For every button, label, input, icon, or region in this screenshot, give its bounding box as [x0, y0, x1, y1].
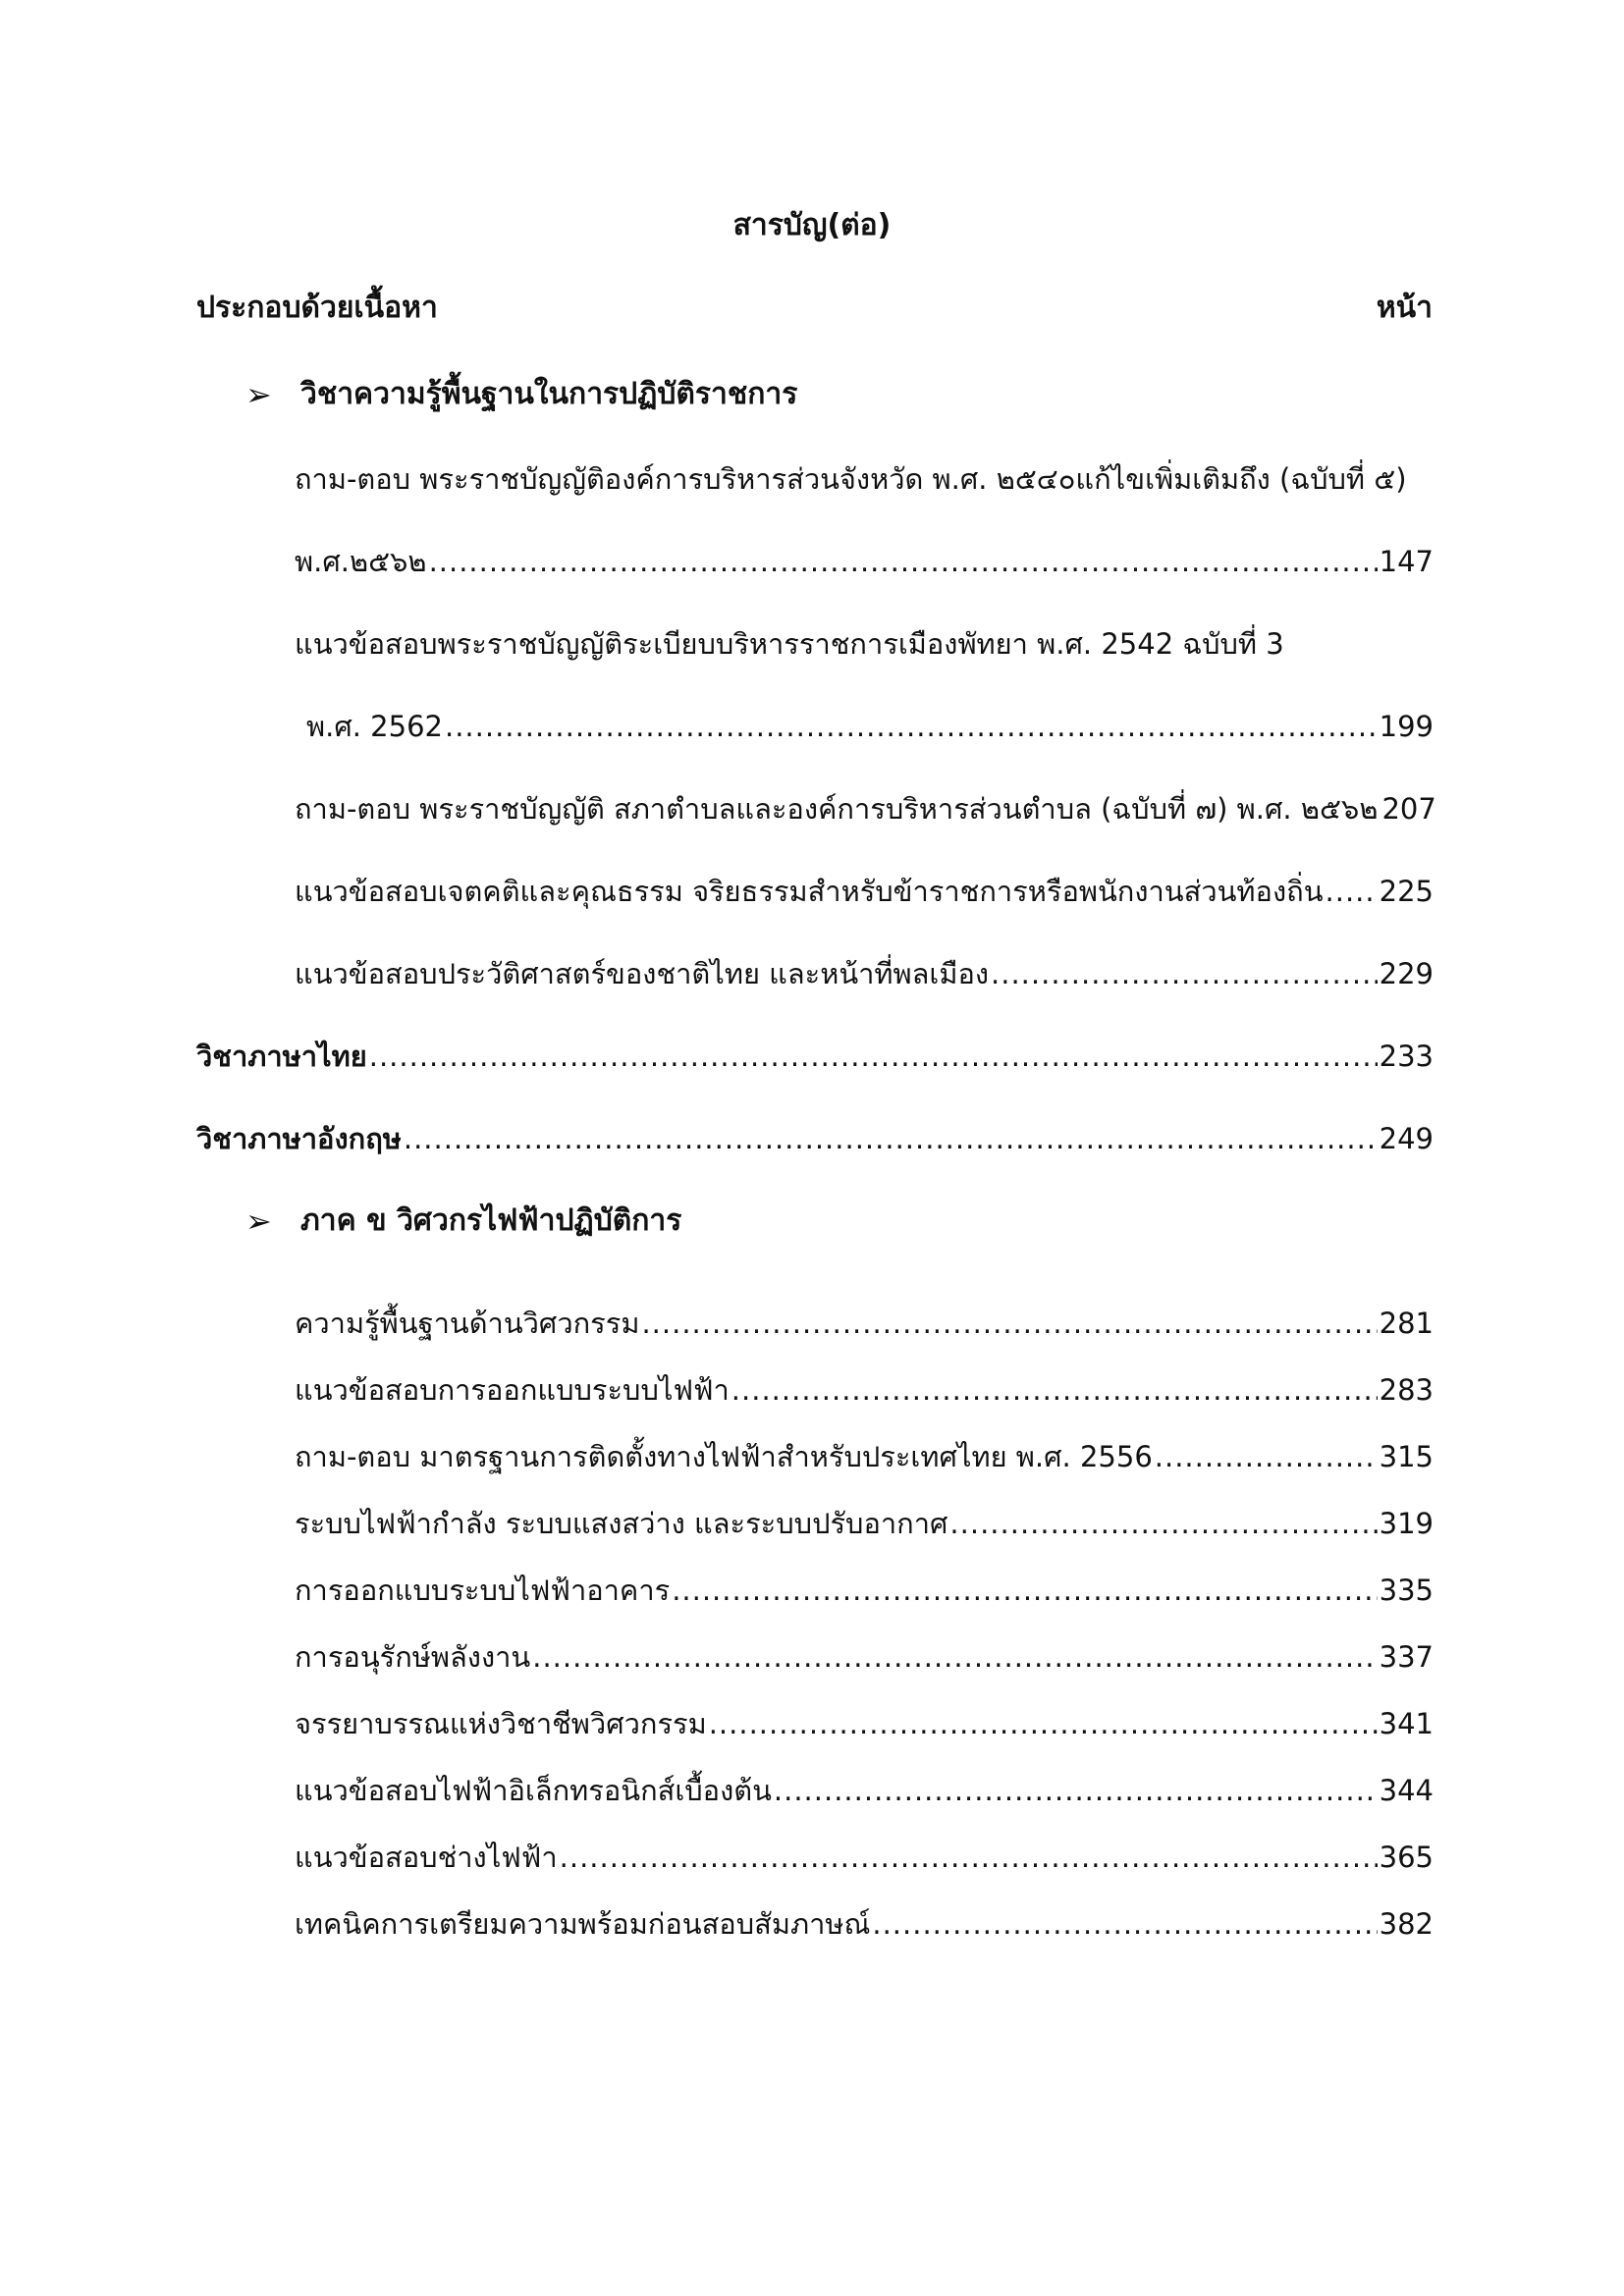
toc-entry-label: วิชาภาษาอังกฤษ [196, 1122, 402, 1155]
dot-leader [949, 1502, 1377, 1545]
toc-entry[interactable] [295, 1635, 1434, 1679]
dot-leader [532, 1635, 1377, 1679]
toc-page-number: 207 [1381, 792, 1436, 826]
toc-page-number: 233 [1379, 1040, 1434, 1073]
toc-page-number: 315 [1379, 1440, 1434, 1473]
toc-entry-label: ความรู้พื้นฐานด้านวิศวกรรม [295, 1307, 640, 1340]
toc-page-number: 199 [1379, 710, 1434, 743]
toc-entry-label: ถาม-ตอบ มาตรฐานการติดตั้งทางไฟฟ้าสำหรับประเทศไทย พ.ศ. 2556 [295, 1440, 1153, 1473]
toc-entry-label: แนวข้อสอบไฟฟ้าอิเล็กทรอนิกส์เบื้องต้น [295, 1774, 772, 1807]
toc-page-number: 365 [1379, 1841, 1434, 1874]
dot-leader [641, 1302, 1377, 1345]
toc-page-number: 341 [1379, 1707, 1434, 1740]
toc-page-number: 249 [1379, 1122, 1434, 1155]
toc-entry-label: แนวข้อสอบเจตคติและคุณธรรม จริยธรรมสำหรับข้าราชการหรือพนักงานส่วนท้องถิ่น [295, 875, 1324, 908]
toc-entry[interactable] [295, 1836, 1434, 1879]
toc-page-number: 225 [1379, 875, 1434, 908]
toc-entry-label: พ.ศ.๒๕๖๒ [295, 545, 427, 578]
dot-leader [872, 1902, 1377, 1946]
toc-entry-label: การอนุรักษ์พลังงาน [295, 1640, 531, 1674]
toc-subject-entry[interactable] [196, 1035, 1434, 1078]
toc-page-number: 382 [1379, 1907, 1434, 1941]
toc-entry[interactable] [295, 1302, 1434, 1345]
toc-entry[interactable] [295, 870, 1434, 913]
toc-subject-entry[interactable] [196, 1117, 1434, 1160]
toc-entry-label: แนวข้อสอบประวัติศาสตร์ของชาติไทย และหน้าที่พลเมือง [295, 957, 990, 990]
dot-leader [1155, 1435, 1378, 1478]
contents-header: ประกอบด้วยเนื้อหา [196, 291, 438, 325]
toc-entry[interactable] [295, 1702, 1434, 1745]
toc-entry-label: การออกแบบระบบไฟฟ้าอาคาร [295, 1574, 671, 1607]
toc-entry-label: วิชาภาษาไทย [196, 1040, 367, 1073]
toc-entry-label: พ.ศ. 2562 [306, 710, 443, 743]
toc-entry[interactable] [306, 705, 1434, 748]
toc-page-number: 335 [1379, 1574, 1434, 1607]
toc-entry[interactable] [295, 1902, 1434, 1946]
dot-leader [731, 1368, 1378, 1412]
toc-page-number: 229 [1379, 957, 1434, 990]
toc-entry-label: เทคนิคการเตรียมความพร้อมก่อนสอบสัมภาษณ์ [295, 1907, 871, 1941]
toc-entry-label: จรรยาบรรณแห่งวิชาชีพวิศวกรรม [295, 1707, 707, 1740]
dot-leader [709, 1702, 1378, 1745]
section-heading [245, 1200, 681, 1243]
toc-page-number: 319 [1379, 1507, 1434, 1540]
dot-leader [404, 1117, 1378, 1160]
dot-leader [991, 952, 1378, 995]
toc-page-number: 344 [1379, 1774, 1434, 1807]
toc-entry-line1: แนวข้อสอบพระราชบัญญัติระเบียบบริหารราชการเมืองพัทยา พ.ศ. 2542 ฉบับที่ 3 [295, 627, 1284, 661]
dot-leader [369, 1035, 1378, 1078]
toc-entry-label: แนวข้อสอบการออกแบบระบบไฟฟ้า [295, 1373, 730, 1407]
toc-entry[interactable] [295, 787, 1434, 830]
toc-entry[interactable] [295, 1502, 1434, 1545]
dot-leader [672, 1569, 1377, 1612]
toc-entry[interactable] [295, 1368, 1434, 1412]
arrow-bullet-icon: ➢ [245, 376, 272, 413]
dot-leader [429, 540, 1378, 583]
section-heading [245, 373, 797, 416]
page-column-header: หน้า [1376, 291, 1433, 325]
dot-leader [1326, 870, 1378, 913]
toc-page-number: 337 [1379, 1640, 1434, 1674]
toc-entry[interactable] [295, 1569, 1434, 1612]
arrow-bullet-icon: ➢ [245, 1202, 272, 1240]
toc-page-number: 281 [1379, 1307, 1434, 1340]
toc-entry[interactable] [295, 1435, 1434, 1478]
dot-leader [445, 705, 1378, 748]
toc-entry[interactable] [295, 1769, 1434, 1812]
page-title: สารบัญ(ต่อ) [732, 208, 892, 242]
toc-page-number: 147 [1379, 545, 1434, 578]
toc-entry[interactable] [295, 540, 1434, 583]
dot-leader [560, 1836, 1378, 1879]
section-heading-label: ภาค ข วิศวกรไฟฟ้าปฏิบัติการ [300, 1203, 682, 1238]
dot-leader [774, 1769, 1378, 1812]
toc-page-number: 283 [1379, 1373, 1434, 1407]
toc-entry-line1: ถาม-ตอบ พระราชบัญญัติองค์การบริหารส่วนจังหวัด พ.ศ. ๒๕๔๐แก้ไขเพิ่มเติมถึง (ฉบับที่ ๕) [295, 462, 1407, 496]
toc-entry-label: ถาม-ตอบ พระราชบัญญัติ สภาตำบลและองค์การบริหารส่วนตำบล (ฉบับที่ ๗) พ.ศ. ๒๕๖๒ [295, 792, 1379, 826]
toc-entry-label: ระบบไฟฟ้ากำลัง ระบบแสงสว่าง และระบบปรับอากาศ [295, 1507, 948, 1540]
toc-entry-label: แนวข้อสอบช่างไฟฟ้า [295, 1841, 558, 1874]
section-heading-label: วิชาความรู้พื้นฐานในการปฏิบัติราชการ [300, 377, 798, 411]
toc-entry[interactable] [295, 952, 1434, 995]
